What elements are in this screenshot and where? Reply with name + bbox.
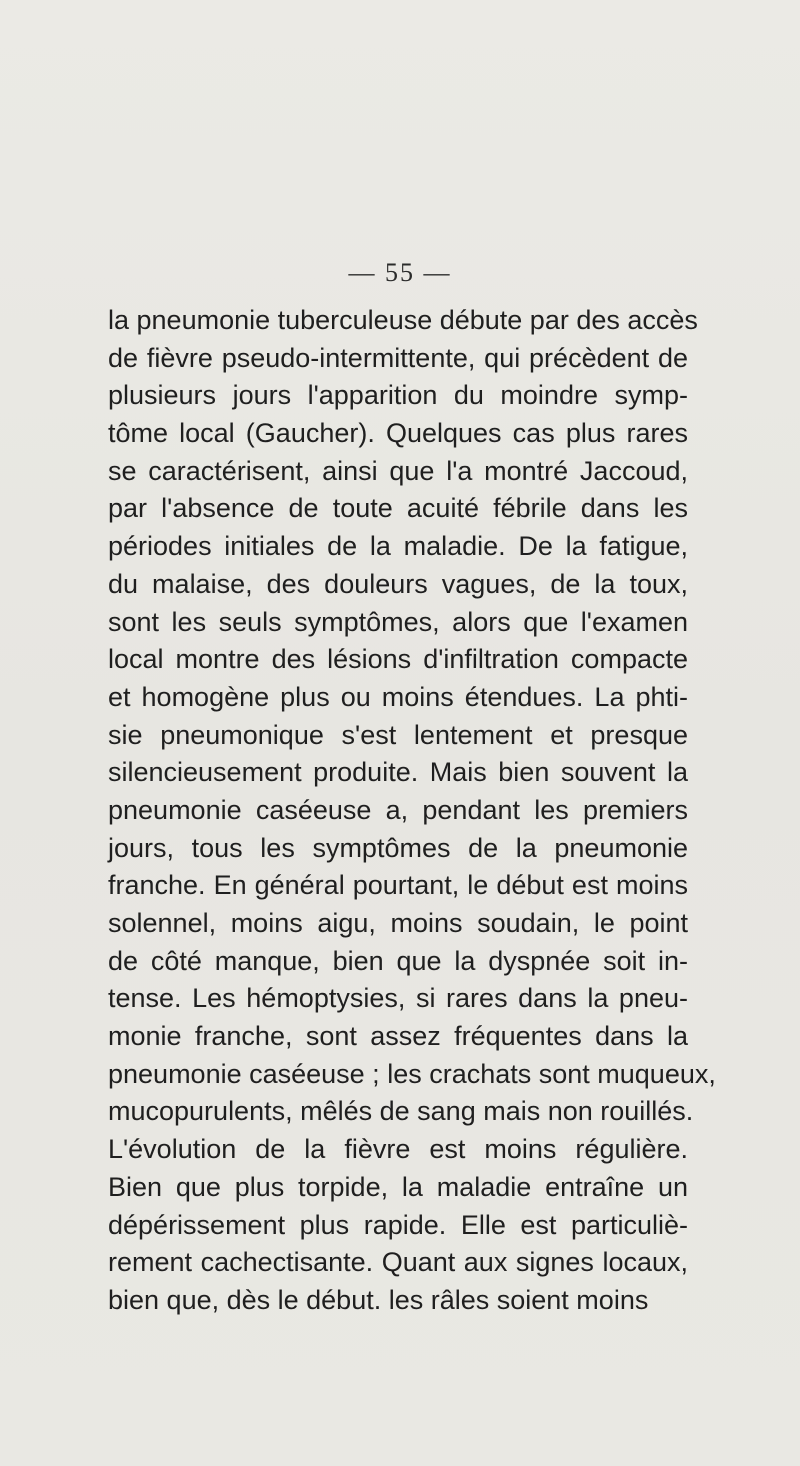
body-text	[108, 302, 716, 1320]
text-line: tense. Les hémoptysies, si rares dans la pneu-	[108, 983, 688, 1014]
text-line: rement cachectisante. Quant aux signes locaux,	[108, 1247, 688, 1278]
text-line: plusieurs jours l'apparition du moindre symp-	[108, 380, 688, 411]
text-line: périodes initiales de la maladie. De la fatigue,	[108, 531, 688, 562]
text-line: local montre des lésions d'infiltration compacte	[108, 644, 688, 675]
text-line: par l'absence de toute acuité fébrile dans les	[108, 493, 688, 524]
text-line: se caractérisent, ainsi que l'a montré Jaccoud,	[108, 455, 688, 486]
text-line: monie franche, sont assez fréquentes dans la	[108, 1021, 688, 1052]
text-line: franche. En général pourtant, le début est moins	[108, 870, 688, 901]
text-line: du malaise, des douleurs vagues, de la toux,	[108, 568, 688, 599]
text-line: la pneumonie tuberculeuse débute par des accès	[108, 305, 698, 335]
text-line: mucopurulents, mêlés de sang mais non rouillés.	[108, 1096, 694, 1127]
text-line: bien que, dès le début. les râles soient moins	[108, 1284, 649, 1315]
text-line: de fièvre pseudo-intermittente, qui précèdent de	[108, 342, 688, 373]
text-line: de côté manque, bien que la dyspnée soit in-	[108, 945, 688, 976]
text-line: solennel, moins aigu, moins soudain, le point	[108, 908, 688, 938]
text-line: L'évolution de la fièvre est moins régulière.	[108, 1134, 688, 1165]
text-line: et homogène plus ou moins étendues. La phti-	[108, 681, 688, 712]
text-line: jours, tous les symptômes de la pneumonie	[108, 832, 688, 863]
text-line: sont les seuls symptômes, alors que l'examen	[108, 606, 688, 637]
page-number: — 55 —	[348, 258, 452, 287]
text-line: sie pneumonique s'est lentement et presque	[108, 719, 688, 750]
text-line: silencieusement produite. Mais bien souvent la	[108, 757, 688, 788]
text-line: tôme local (Gaucher). Quelques cas plus rares	[108, 418, 688, 449]
text-line: pneumonie caséeuse ; les crachats sont muqueux,	[108, 1058, 716, 1089]
text-line: Bien que plus torpide, la maladie entraîne un	[108, 1171, 688, 1202]
text-line: dépérissement plus rapide. Elle est particuliè-	[108, 1209, 688, 1240]
text-line: pneumonie caséeuse a, pendant les premiers	[108, 794, 688, 825]
